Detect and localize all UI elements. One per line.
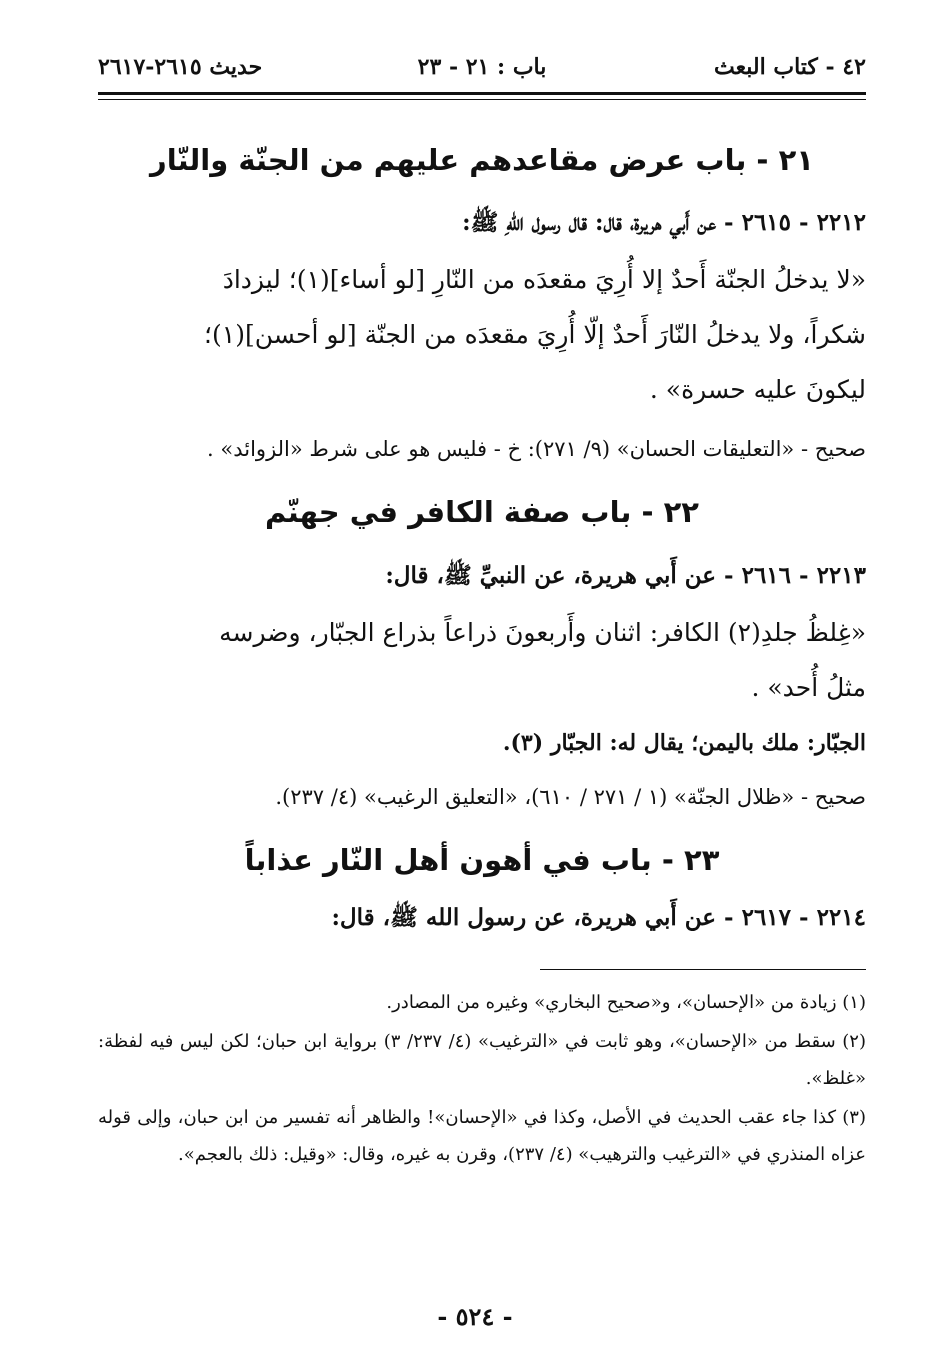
header-hadith-range: حديث ٢٦١٥-٢٦١٧ xyxy=(98,54,263,80)
hadith-text-2212 xyxy=(98,252,866,417)
chapter-heading-21: ٢١ - باب عرض مقاعدهم عليهم من الجنّة والنّار xyxy=(150,143,814,177)
grading-2213: صحيح - «ظلال الجنّة» (١ / ٢٧١ / ٦١٠)، «التعليق الرغيب» (٤/ ٢٣٧). xyxy=(275,785,866,809)
hadith-line: «لا يدخلُ الجنّة أَحدٌ إلا أُرِيَ مقعدَه من النّارِ [لو أساء](١)؛ ليزدادَ xyxy=(222,265,866,294)
running-header xyxy=(98,54,866,88)
chapter-heading-23: ٢٣ - باب في أهون أهل النّار عذاباً xyxy=(244,843,720,877)
page-number: - ٥٢٤ - xyxy=(437,1302,513,1331)
hadith-header-2213: ٢٢١٣ - ٢٦١٦ - عن أَبي هريرة، عن النبيِّ ﷺ، قال: xyxy=(385,562,866,589)
chapter-heading-22: ٢٢ - باب صفة الكافر في جهنّم xyxy=(265,495,699,529)
hadith-line: شكراً، ولا يدخلُ النّارَ أَحدٌ إلّا أُرِيَ مقعدَه من الجنّة [لو أحسن](١)؛ xyxy=(204,320,866,349)
footnote-separator xyxy=(540,969,866,970)
explanatory-note: الجبّار: ملك باليمن؛ يقال له: الجبّار (٣). xyxy=(502,730,866,756)
header-book-title: ٤٢ - كتاب البعث xyxy=(714,54,866,80)
hadith-line: ليكونَ عليه حسرة» . xyxy=(649,375,866,404)
footnote-3: (٣) كذا جاء عقب الحديث في الأصل، وكذا في «الإحسان»! والظاهر أنه تفسير من ابن حبان، وإلى قوله عزاه المنذري في «الترغيب والترهيب» (٤/ ٢٣٧)، وقرن به غيره، وقال: «وقيل: ذلك بالعجم». xyxy=(98,1107,866,1165)
footnote-2: (٢) سقط من «الإحسان»، وهو ثابت في «الترغيب» (٤/ ٢٣٧/ ٣) برواية ابن حبان؛ لكن ليس فيه لفظة: «غلظ». xyxy=(98,1031,866,1089)
grading-2212: صحيح - «التعليقات الحسان» (٩/ ٢٧١): خ - فليس هو على شرط «الزوائد» . xyxy=(207,437,866,461)
footnote-1: (١) زيادة من «الإحسان»، و«صحيح البخاري» وغيره من المصادر. xyxy=(386,992,866,1013)
header-chapter-range: باب : ٢١ - ٢٣ xyxy=(417,54,547,80)
header-rule-thick xyxy=(98,92,866,95)
header-rule-thin xyxy=(98,99,866,100)
hadith-header-2212: ٢٢١٢ - ٢٦١٥ - عن أَبي هريرة، قال: قال رسول اللهِ ﷺ: xyxy=(462,209,866,236)
footnotes xyxy=(98,984,866,1175)
hadith-text-2213 xyxy=(98,605,866,715)
hadith-line: «غِلظُ جلدِ(٢) الكافر: اثنان وأَربعونَ ذراعاً بذراع الجبّار، وضرسه xyxy=(219,618,866,647)
hadith-header-2214: ٢٢١٤ - ٢٦١٧ - عن أَبي هريرة، عن رسول الله ﷺ، قال: xyxy=(331,904,866,931)
hadith-line: مثلُ أُحد» . xyxy=(751,673,866,702)
